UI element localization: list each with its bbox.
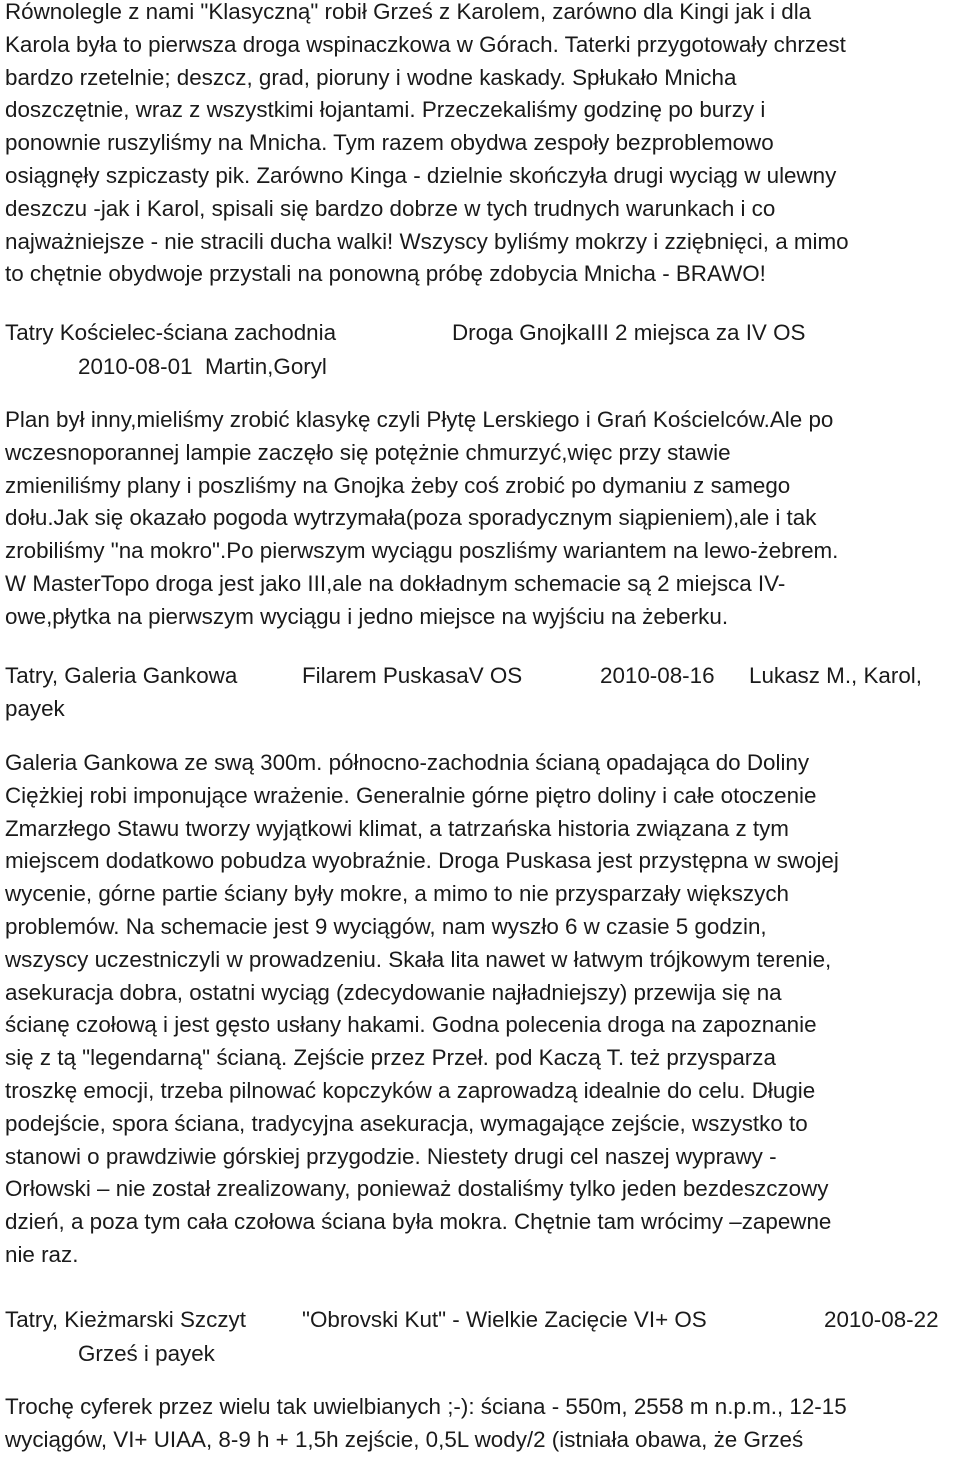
text-line: najważniejsze - nie stracili ducha walki! Wszyscy byliśmy mokrzy i zziębnięci, a mimo: [5, 228, 849, 254]
paragraph-gankowa: [5, 747, 957, 1272]
text-line: Zmarzłego Stawu tworzy wyjątkowi klimat, a tatrzańska historia związana z tym: [5, 815, 789, 841]
paragraph-gnojek: [5, 404, 957, 634]
text-line: wycenie, górne partie ściany były mokre, a mimo to nie przysparzały większych: [5, 881, 789, 907]
text-line: troszkę emocji, trzeba pilnować kopczyków a zaprowadzą idealnie do celu. Długie: [5, 1077, 816, 1103]
text-line: nie raz.: [5, 1241, 79, 1267]
text-line: dzień, a poza tym cała czołowa ściana była mokra. Chętnie tam wrócimy –zapewne: [5, 1209, 832, 1235]
text-line: wczesnoporannej lampie zaczęło się potężnie chmurzyć,więc przy stawie: [5, 439, 731, 465]
entry-location: Tatry Kościelec-ściana zachodnia: [5, 320, 337, 345]
text-line: bardzo rzetelnie; deszcz, grad, pioruny i wodne kaskady. Spłukało Mnicha: [5, 64, 737, 90]
text-line: ścianę czołową i jest gęsto usłany hakami. Godna polecenia droga na zapoznanie: [5, 1012, 817, 1038]
paragraph-kiezmarski: [5, 1391, 957, 1457]
entry-route: Droga GnojkaIII 2 miejsca za IV OS: [452, 320, 806, 345]
entry-people: Grześ i payek: [78, 1341, 215, 1366]
text-line: problemów. Na schemacie jest 9 wyciągów, nam wyszło 6 w czasie 5 godzin,: [5, 913, 767, 939]
text-line: Galeria Gankowa ze swą 300m. północno-zachodnia ścianą opadająca do Doliny: [5, 750, 810, 775]
text-line: Karola była to pierwsza droga wspinaczkowa w Górach. Taterki przygotowały chrzest: [5, 31, 846, 57]
entry-date: 2010-08-22: [824, 1307, 939, 1332]
text-line: osiągnęły szpiczasty pik. Zarówno Kinga - dzielnie skończyła drugi wyciąg w ulewny: [5, 162, 837, 188]
text-line: doszczętnie, wraz z wszystkimi łojantami. Przeczekaliśmy godzinę po burzy i: [5, 97, 766, 123]
entry-date-people: 2010-08-01 Martin,Goryl: [78, 354, 327, 379]
entry-date: 2010-08-16: [600, 663, 715, 688]
text-line: zmieniliśmy plany i poszliśmy na Gnojka żeby coś zrobić po dymaniu z samego: [5, 472, 791, 498]
text-line: W MasterTopo droga jest jako III,ale na dokładnym schemacie są 2 miejsca IV-: [5, 570, 786, 596]
text-line: Plan był inny,mieliśmy zrobić klasykę czyli Płytę Lerskiego i Grań Kościelców.Ale po: [5, 407, 834, 432]
text-line: to chętnie obydwoje przystali na ponowną próbę zdobycia Mnicha - BRAWO!: [5, 261, 766, 287]
entry-location: Tatry, Galeria Gankowa: [5, 663, 238, 688]
text-line: zrobiliśmy "na mokro".Po pierwszym wyciągu poszliśmy wariantem na lewo-żebrem.: [5, 538, 839, 564]
text-line: ponownie ruszyliśmy na Mnicha. Tym razem obydwa zespoły bezproblemowo: [5, 130, 774, 156]
paragraph-mnich: [5, 0, 957, 291]
text-line: Trochę cyferek przez wielu tak uwielbianych ;-): ściana - 550m, 2558 m n.p.m., 12-15: [5, 1394, 847, 1419]
text-line: Ciężkiej robi imponujące wrażenie. Generalnie górne piętro doliny i całe otoczenie: [5, 782, 817, 808]
entry-route: Filarem PuskasaV OS: [302, 663, 523, 688]
text-line: wszyscy uczestniczyli w prowadzeniu. Skała lita nawet w łatwym trójkowym terenie,: [5, 946, 832, 972]
text-line: podejście, spora ściana, tradycyjna asekuracja, wymagające zejście, wszystko to: [5, 1110, 808, 1136]
text-line: się z tą "legendarną" ścianą. Zejście przez Przeł. pod Kaczą T. też przysparza: [5, 1045, 776, 1071]
text-line: dołu.Jak się okazało pogoda wytrzymała(poza sporadycznym siąpieniem),ale i tak: [5, 505, 817, 531]
text-line: stanowi o prawdziwie górskiej przygodzie. Niestety drugi cel naszej wyprawy -: [5, 1143, 777, 1169]
entry-people: Lukasz M., Karol,: [749, 663, 922, 688]
entry-location: Tatry, Kieżmarski Szczyt: [5, 1307, 246, 1332]
text-line: wyciągów, VI+ UIAA, 8-9 h + 1,5h zejście, 0,5L wody/2 (istniała obawa, że Grześ: [5, 1426, 804, 1452]
entry-route: "Obrovski Kut" - Wielkie Zacięcie VI+ OS: [302, 1307, 707, 1332]
text-line: deszczu -jak i Karol, spisali się bardzo dobrze w tych trudnych warunkach i co: [5, 195, 776, 221]
text-line: Orłowski – nie został zrealizowany, ponieważ dostaliśmy tylko jeden bezdeszczowy: [5, 1176, 829, 1202]
text-line: owe,płytka na pierwszym wyciągu i jedno miejsce na wyjściu na żeberku.: [5, 603, 729, 629]
text-line: miejscem dodatkowo pobudza wyobraźnie. Droga Puskasa jest przystępna w swojej: [5, 848, 839, 874]
text-line: Równolegle z nami "Klasyczną" robił Grześ z Karolem, zarówno dla Kingi jak i dla: [5, 0, 812, 24]
text-line: asekuracja dobra, ostatni wyciąg (zdecydowanie najładniejszy) przewija się na: [5, 979, 782, 1005]
entry-people-continued: payek: [5, 696, 65, 721]
